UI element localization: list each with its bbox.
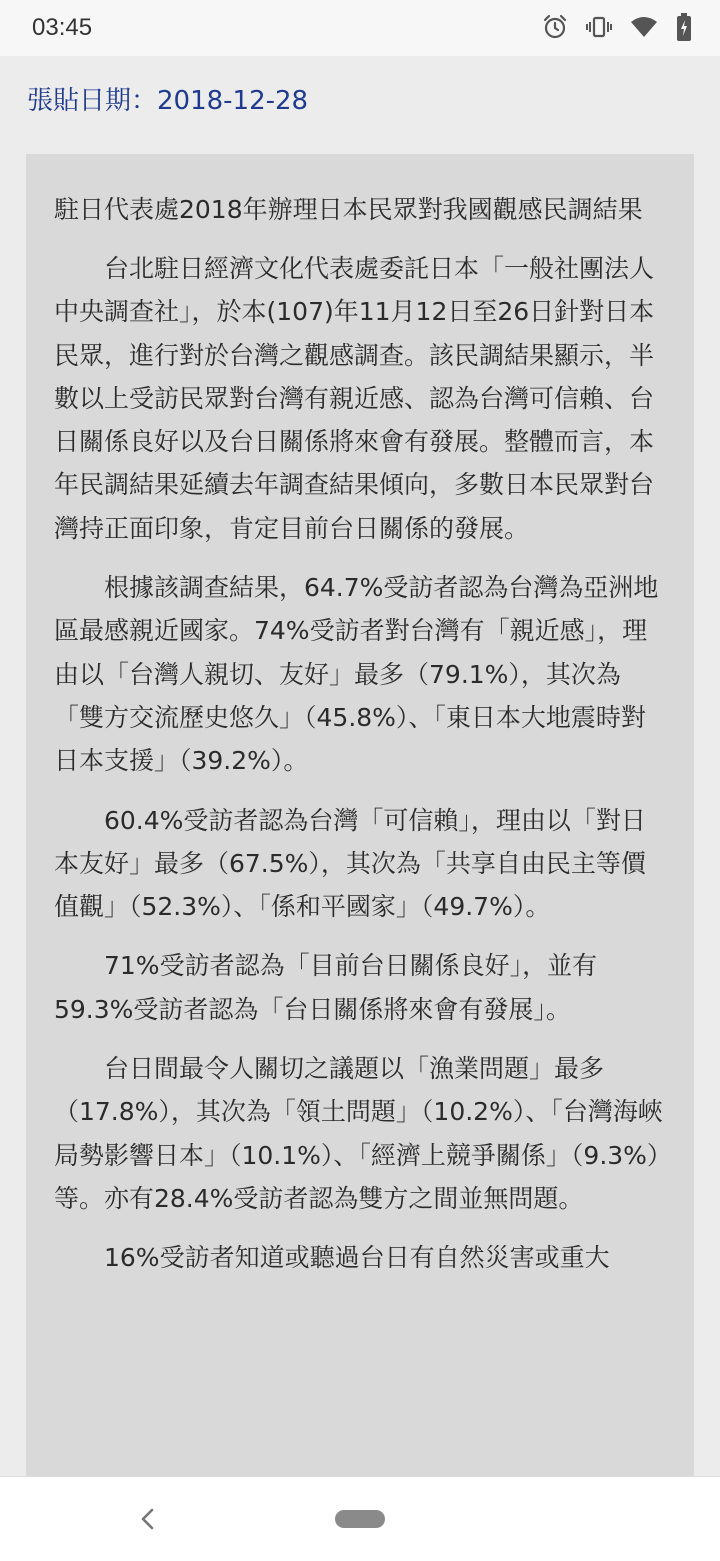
article-paragraph: 16%受訪者知道或聽過台日有自然災害或重大 [104,1243,610,1273]
article-paragraph: 台日間最令人關切之議題以「漁業問題」最多（17.8%），其次為「領土問題」（10.2%）、「台灣海峽局勢影響日本」（10.1%）、「經濟上競爭關係」（9.3%）等。亦有28.4%受訪者認為雙方之間並無問題。 [54,1054,663,1213]
back-icon[interactable] [136,1505,160,1533]
battery-charging-icon [676,13,692,41]
article-title: 駐日代表處2018年辦理日本民眾對我國觀感民調結果 [54,195,643,224]
article-content [26,154,694,1476]
alarm-icon [542,14,568,40]
page-content[interactable] [0,56,720,1476]
status-icons [542,13,692,41]
article-paragraph: 71%受訪者認為「目前台日關係良好」，並有59.3%受訪者認為「台日關係將來會有發展」。 [54,951,598,1024]
vibrate-icon [586,14,612,40]
post-date: 張貼日期：2018-12-28 [27,86,309,116]
article-paragraph: 台北駐日經濟文化代表處委託日本「一般社團法人中央調查社」，於本(107)年11月12日至26日針對日本民眾，進行對於台灣之觀感調查。該民調結果顯示，半數以上受訪民眾對台灣有親近感、認為台灣可信賴、台日關係良好以及台日關係將來會有發展。整體而言，本年民調結果延續去年調查結果傾向，多數日本民眾對台灣持正面印象，肯定目前台日關係的發展。 [54,254,655,543]
wifi-icon [630,15,658,39]
article-paragraph: 60.4%受訪者認為台灣「可信賴」，理由以「對日本友好」最多（67.5%），其次為「共享自由民主等價值觀」（52.3%）、「係和平國家」（49.7%）。 [54,805,646,922]
status-time: 03:45 [32,14,93,41]
home-pill[interactable] [335,1510,385,1528]
status-bar [0,0,720,56]
navigation-bar [0,1476,720,1561]
article-paragraph: 根據該調查結果，64.7%受訪者認為台灣為亞洲地區最感親近國家。74%受訪者對台灣有「親近感」，理由以「台灣人親切、友好」最多（79.1%），其次為「雙方交流歷史悠久」（45.8%）、「東日本大地震時對日本支援」（39.2%）。 [54,573,659,776]
